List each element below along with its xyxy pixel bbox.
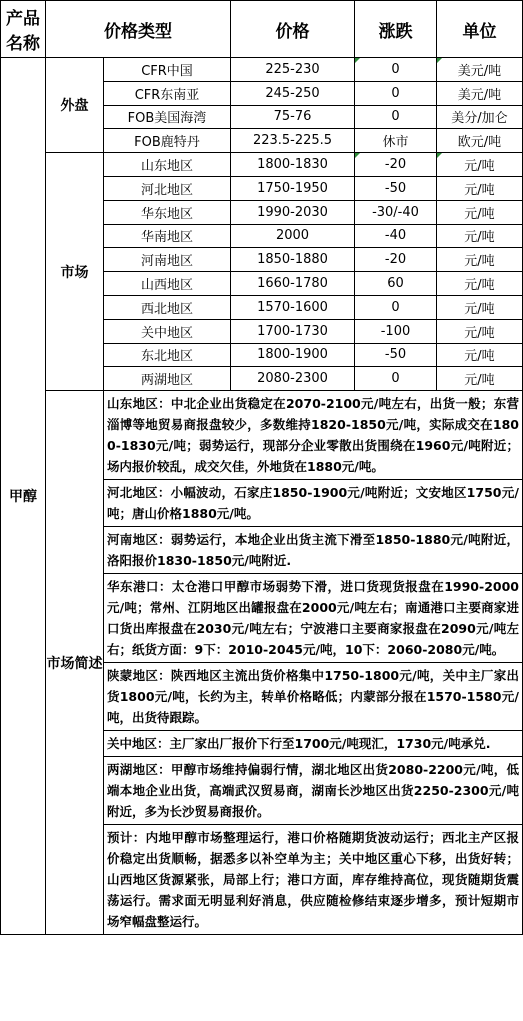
region-cell: 华南地区 <box>104 224 231 248</box>
market-row <box>1 153 523 177</box>
summary-category-cell: 市场简述 <box>46 391 104 935</box>
region-cell: 东北地区 <box>104 343 231 367</box>
price-cell: 1700-1730 <box>231 319 355 343</box>
change-cell: 0 <box>355 58 437 82</box>
overseas-row <box>1 58 523 82</box>
header-price: 价格 <box>231 1 355 58</box>
change-cell: 0 <box>355 105 437 129</box>
price-cell: 2080-2300 <box>231 367 355 391</box>
change-cell: -100 <box>355 319 437 343</box>
unit-cell: 美元/吨 <box>437 81 523 105</box>
header-unit: 单位 <box>437 1 523 58</box>
change-cell: 0 <box>355 295 437 319</box>
region-cell: 山西地区 <box>104 272 231 296</box>
change-cell: -50 <box>355 176 437 200</box>
region-cell: 关中地区 <box>104 319 231 343</box>
price-type-cell: FOB鹿特丹 <box>104 129 231 153</box>
header-product-name: 产品名称 <box>1 1 46 58</box>
header-price-type: 价格类型 <box>46 1 231 58</box>
region-cell: 两湖地区 <box>104 367 231 391</box>
change-cell: 0 <box>355 367 437 391</box>
price-cell: 2000 <box>231 224 355 248</box>
price-cell: 1800-1830 <box>231 153 355 177</box>
unit-cell: 欧元/吨 <box>437 129 523 153</box>
unit-cell: 元/吨 <box>437 248 523 272</box>
summary-row <box>1 391 523 480</box>
market-category-cell: 市场 <box>46 153 104 391</box>
change-cell: -30/-40 <box>355 200 437 224</box>
summary-note: 关中地区：主厂家出厂报价下行至1700元/吨现汇，1730元/吨承兑. <box>104 731 523 757</box>
region-cell: 山东地区 <box>104 153 231 177</box>
summary-note: 河南地区：弱势运行，本地企业出货主流下滑至1850-1880元/吨附近，洛阳报价1830-1850元/吨附近. <box>104 527 523 574</box>
unit-cell: 元/吨 <box>437 200 523 224</box>
change-cell: -40 <box>355 224 437 248</box>
price-type-cell: CFR东南亚 <box>104 81 231 105</box>
change-cell: 休市 <box>355 129 437 153</box>
price-cell: 223.5-225.5 <box>231 129 355 153</box>
summary-note: 山东地区：中北企业出货稳定在2070-2100元/吨左右，出货一般；东营淄博等地贸易商报盘较少，多数维持1820-1850元/吨，实际成交在1800-1830元/吨；弱势运行，现部分企业零散出货围绕在1960元/吨附近；场内报价较乱，成交欠佳，外地货在1880元/吨。 <box>104 391 523 480</box>
region-cell: 河南地区 <box>104 248 231 272</box>
price-cell: 1990-2030 <box>231 200 355 224</box>
price-cell: 245-250 <box>231 81 355 105</box>
summary-note: 预计：内地甲醇市场整理运行，港口价格随期货波动运行；西北主产区报价稳定出货顺畅，据悉多以补空单为主；关中地区重心下移，出货好转；山西地区货源紧张，局部上行；港口方面，库存维持高位，现货随期货震荡运行。需求面无明显利好消息，供应随检修结束逐步增多，预计短期市场窄幅盘整运行。 <box>104 825 523 935</box>
region-cell: 华东地区 <box>104 200 231 224</box>
unit-cell: 元/吨 <box>437 224 523 248</box>
unit-cell: 元/吨 <box>437 295 523 319</box>
change-cell: -50 <box>355 343 437 367</box>
product-name-cell: 甲醇 <box>1 58 46 935</box>
overseas-category-cell: 外盘 <box>46 58 104 153</box>
change-cell: -20 <box>355 153 437 177</box>
price-cell: 1750-1950 <box>231 176 355 200</box>
price-type-cell: CFR中国 <box>104 58 231 82</box>
unit-cell: 元/吨 <box>437 176 523 200</box>
price-cell: 1570-1600 <box>231 295 355 319</box>
price-cell: 1800-1900 <box>231 343 355 367</box>
unit-cell: 美元/吨 <box>437 58 523 82</box>
unit-cell: 元/吨 <box>437 153 523 177</box>
change-cell: 0 <box>355 81 437 105</box>
region-cell: 河北地区 <box>104 176 231 200</box>
change-cell: -20 <box>355 248 437 272</box>
unit-cell: 元/吨 <box>437 319 523 343</box>
price-cell: 1660-1780 <box>231 272 355 296</box>
region-cell: 西北地区 <box>104 295 231 319</box>
price-cell: 1850-1880 <box>231 248 355 272</box>
price-cell: 225-230 <box>231 58 355 82</box>
price-cell: 75-76 <box>231 105 355 129</box>
price-type-cell: FOB美国海湾 <box>104 105 231 129</box>
unit-cell: 元/吨 <box>437 272 523 296</box>
header-change: 涨跌 <box>355 1 437 58</box>
unit-cell: 元/吨 <box>437 343 523 367</box>
change-cell: 60 <box>355 272 437 296</box>
summary-note: 华东港口：太仓港口甲醇市场弱势下滑，进口货现货报盘在1990-2000元/吨；常州、江阴地区出罐报盘在2000元/吨左右；南通港口主要商家进口货出库报盘在2030元/吨左右；宁波港口主要商家报盘在2090元/吨左右；纸货方面：9下：2010-2045元/吨，10下：2060-2080元/吨。 <box>104 574 523 663</box>
summary-note: 两湖地区：甲醇市场维持偏弱行情，湖北地区出货2080-2200元/吨，低端本地企业出货，高端武汉贸易商，湖南长沙地区出货2250-2300元/吨附近，多为长沙贸易商报价。 <box>104 757 523 825</box>
summary-note: 陕蒙地区：陕西地区主流出货价格集中1750-1800元/吨，关中主厂家出货1800元/吨，长约为主，转单价格略低；内蒙部分报在1570-1580元/吨，出货待跟踪。 <box>104 663 523 731</box>
unit-cell: 美分/加仑 <box>437 105 523 129</box>
summary-note: 河北地区：小幅波动，石家庄1850-1900元/吨附近；文安地区1750元/吨；唐山价格1880元/吨。 <box>104 480 523 527</box>
unit-cell: 元/吨 <box>437 367 523 391</box>
